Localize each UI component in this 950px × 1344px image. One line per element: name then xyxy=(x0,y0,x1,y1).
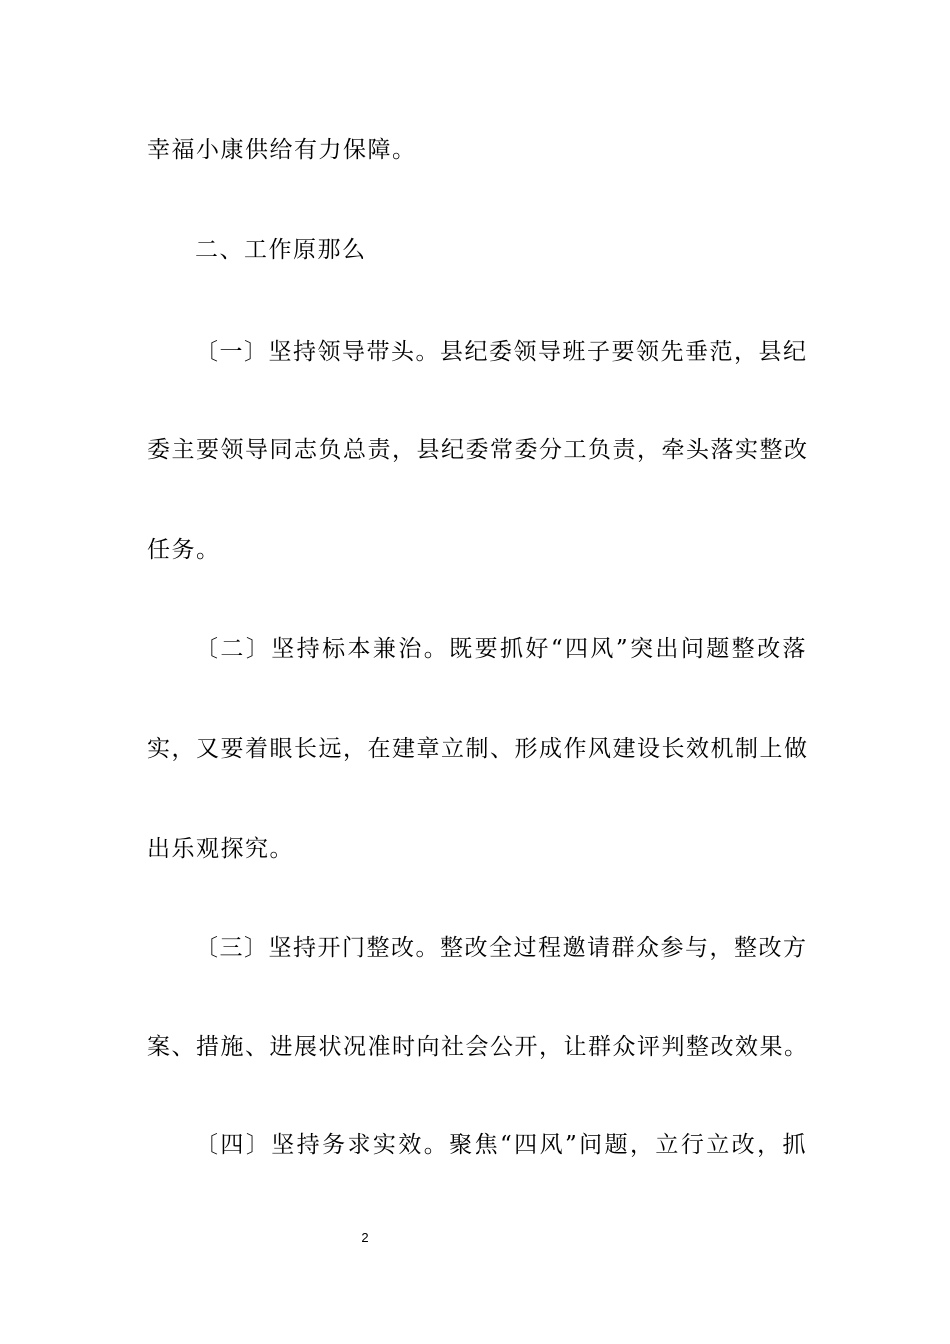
body-text-line: 实，又要着眼长远，在建章立制、形成作风建设长效机制上做 xyxy=(147,736,809,762)
body-text-line: 幸福小康供给有力保障。 xyxy=(147,137,417,163)
body-text-line: 〔四〕坚持务求实效。聚焦“四风”问题，立行立改，抓 xyxy=(195,1132,807,1158)
body-text-line: 委主要领导同志负总责，县纪委常委分工负责，牵头落实整改 xyxy=(147,437,809,463)
body-text-line: 〔一〕坚持领导带头。县纪委领导班子要领先垂范，县纪 xyxy=(195,339,808,365)
body-text-line: 出乐观探究。 xyxy=(147,836,294,862)
body-text-line: 〔三〕坚持开门整改。整改全过程邀请群众参与，整改方 xyxy=(195,935,808,961)
body-text-line: 案、措施、进展状况准时向社会公开，让群众评判整改效果。 xyxy=(147,1034,809,1060)
body-text-line: 〔二〕坚持标本兼治。既要抓好“四风”突出问题整改落 xyxy=(195,636,807,662)
page-number: 2 xyxy=(361,1230,369,1245)
section-heading: 二、工作原那么 xyxy=(195,237,367,263)
body-text-line: 任务。 xyxy=(147,537,221,563)
